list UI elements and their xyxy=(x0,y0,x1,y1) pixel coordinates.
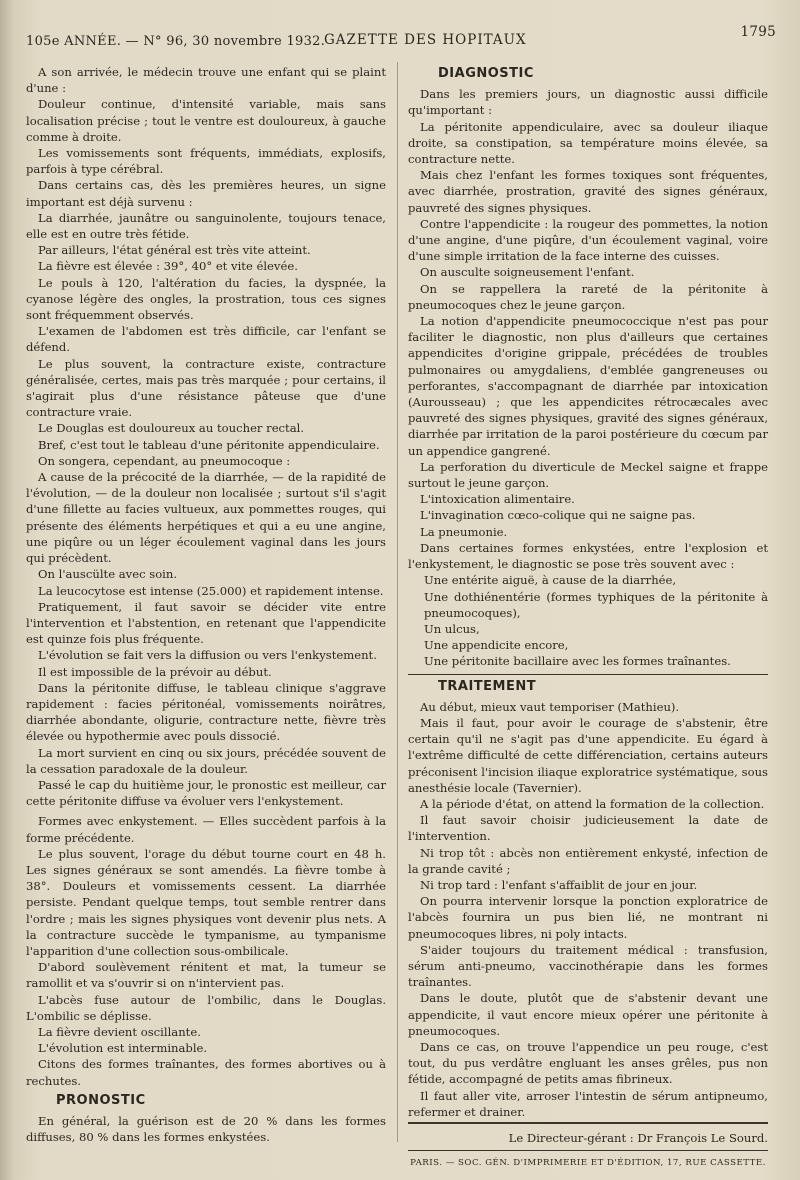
section-title-traitement: TRAITEMENT xyxy=(438,678,537,694)
paragraph: En général, la guérison est de 20 % dans les formes diffuses, 80 % dans les formes enkystées. xyxy=(26,1114,386,1145)
paragraph: Ni trop tôt : abcès non entièrement enkysté, infection de la grande cavité ; xyxy=(408,845,768,876)
paragraph: La péritonite appendiculaire, avec sa douleur iliaque droite, sa constipation, sa température moins élevée, sa contracture nette. xyxy=(408,119,768,167)
paragraph: Passé le cap du huitième jour, le pronostic est meilleur, car cette péritonite diffuse va évoluer vers l'enkystement. xyxy=(26,777,386,809)
paragraph: Bref, c'est tout le tableau d'une péritonite appendiculaire. xyxy=(38,437,380,452)
list-item: Un ulcus, xyxy=(424,621,480,636)
paragraph: S'aider toujours du traitement médical : transfusion, sérum anti-pneumo, vaccinothérapie dans les formes traînantes. xyxy=(408,942,768,990)
paragraph: Le pouls à 120, l'altération du facies, la dyspnée, la cyanose légère des ongles, la prostration, tous ces signes sont fréquemment observés. xyxy=(26,275,386,323)
paragraph: Dans les premiers jours, un diagnostic aussi difficile qu'important : xyxy=(408,87,768,118)
paragraph: Dans certaines formes enkystées, entre l'explosion et l'enkystement, le diagnostic se pose très souvent avec : xyxy=(408,540,768,572)
paragraph: Pratiquement, il faut savoir se décider vite entre l'intervention et l'abstention, en retenant que l'appendicite est quinze fois plus fréquente. xyxy=(26,599,386,647)
paragraph: On songera, cependant, au pneumocoque : xyxy=(38,453,291,468)
column-divider xyxy=(397,62,398,1142)
paragraph: Mais il faut, pour avoir le courage de s'abstenir, être certain qu'il ne s'agit pas d'une appendicite. Eu égard à l'extrême difficulté de cette différenciation, certains auteurs préconisent l'incision iliaque exploratrice systématique, sous anesthésie locale (Tavernier). xyxy=(408,715,768,795)
paragraph: La pneumonie. xyxy=(420,524,508,539)
paragraph: Par ailleurs, l'état général est très vite atteint. xyxy=(38,243,311,258)
paragraph: A cause de la précocité de la diarrhée, — de la rapidité de l'évolution, — de la douleur non localisée ; surtout s'il s'agit d'une fillette au facies vultueux, aux pommettes rouges, qui présente des éléments herpétiques et qui a eu une angine, une piqûre ou un léger écoulement vaginal dans les jours qui précèdent. xyxy=(26,470,386,566)
paragraph: L'examen de l'abdomen est très difficile, car l'enfant se défend. xyxy=(26,324,386,355)
signature-rule xyxy=(408,1122,768,1124)
paragraph: On pourra intervenir lorsque la ponction exploratrice de l'abcès fournira un pus bien lié, ne montrant ni pneumocoques libres, ni poly intacts. xyxy=(408,894,768,941)
list-item: Une dothiénentérie (formes typhiques de la péritonite à pneumocoques), xyxy=(424,589,768,620)
paragraph: On se rappellera la rareté de la péritonite à pneumocoques chez le jeune garçon. xyxy=(408,281,768,312)
paragraph: Le plus souvent, l'orage du début tourne court en 48 h. Les signes généraux se sont amendés. La fièvre tombe à 38°. Douleurs et vomissements cessent. La diarrhée persiste. Pendant quelque temps, tout semble rentrer dans l'ordre ; mais les signes physiques vont devenir plus nets. A la contracture succède le tympanisme, au tympanisme l'apparition d'une collection sous-ombilicale. xyxy=(26,846,386,958)
paragraph: La perforation du diverticule de Meckel saigne et frappe surtout le jeune garçon. xyxy=(408,459,768,491)
paragraph: A son arrivée, le médecin trouve une enfant qui se plaint d'une : xyxy=(26,65,386,96)
paragraph: D'abord soulèvement rénitent et mat, la tumeur se ramollit et va s'ouvrir si on n'intervient pas. xyxy=(26,960,386,991)
paragraph: Dans le doute, plutôt que de s'abstenir devant une appendicite, il vaut encore mieux opérer une péritonite à pneumocoques. xyxy=(408,991,768,1038)
imprint-rule xyxy=(408,1150,768,1151)
paragraph: Mais chez l'enfant les formes toxiques sont fréquentes, avec diarrhée, prostration, gravité des signes généraux, pauvreté des signes physiques. xyxy=(408,168,768,215)
paragraph: Contre l'appendicite : la rougeur des pommettes, la notion d'une angine, d'une piqûre, d'un écoulement vaginal, voire d'une simple irritation de la face interne des cuisses. xyxy=(408,216,768,264)
paragraph: L'intoxication alimentaire. xyxy=(420,492,575,507)
page-number: 1795 xyxy=(740,24,776,40)
paragraph: Il faut aller vite, arroser l'intestin de sérum antipneumo, refermer et drainer. xyxy=(408,1088,768,1119)
paragraph: La leucocytose est intense (25.000) et rapidement intense. xyxy=(38,583,384,598)
paragraph: Dans ce cas, on trouve l'appendice un peu rouge, c'est tout, du pus verdâtre engluant les anses grêles, pus non fétide, accompagné de petits amas fibrineux. xyxy=(408,1039,768,1087)
paragraph: L'invagination cœco-colique qui ne saigne pas. xyxy=(420,508,696,523)
paragraph: L'évolution est interminable. xyxy=(38,1041,208,1056)
left-column xyxy=(26,64,386,1145)
paragraph: On ausculte soigneusement l'enfant. xyxy=(420,265,635,280)
paragraph: La notion d'appendicite pneumococcique n'est pas pour faciliter le diagnostic, non plus d'ailleurs que certaines appendicites d'origine grippale, précédées de troubles pulmonaires ou amygdaliens, d'emblée gangreneuses ou perforantes, s'accompagnant de diarrhée par intoxication (Aurousseau) ; que les appendicites rétrocæcales avec pauvreté des signes physiques, gravité des signes généraux, diarrhée par irritation de la paroi postérieure du cœcum par un appendice gangrené. xyxy=(408,314,768,458)
paragraph: Formes avec enkystement. — Elles succèdent parfois à la forme précédente. xyxy=(26,814,386,845)
paragraph: La fièvre est élevée : 39°, 40° et vite élevée. xyxy=(38,259,298,274)
paragraph: Le Douglas est douloureux au toucher rectal. xyxy=(38,421,305,436)
list-item: Une péritonite bacillaire avec les formes traînantes. xyxy=(424,654,731,669)
paragraph: La diarrhée, jaunâtre ou sanguinolente, toujours tenace, elle est en outre très fétide. xyxy=(26,210,386,242)
section-title-pronostic: PRONOSTIC xyxy=(56,1092,146,1108)
right-column xyxy=(408,64,768,1171)
paragraph: Dans la péritonite diffuse, le tableau clinique s'aggrave rapidement : facies péritonéal, vomissements noirâtres, diarrhée abondante, oligurie, contracture nette, fièvre très élevée ou hypothermie avec pouls dissocié. xyxy=(26,680,386,744)
paragraph: Citons des formes traînantes, des formes abortives ou à rechutes. xyxy=(26,1057,386,1088)
paragraph: L'évolution se fait vers la diffusion ou vers l'enkystement. xyxy=(38,648,377,663)
paragraph: Le plus souvent, la contracture existe, contracture généralisée, certes, mais pas très marquée ; pour certains, il s'agirait plus d'une résistance pâteuse que d'une contracture vraie. xyxy=(26,356,386,420)
paragraph: Dans certains cas, dès les premières heures, un signe important est déjà survenu : xyxy=(26,178,386,209)
paragraph: On l'auscülte avec soin. xyxy=(38,567,178,582)
paragraph: Au début, mieux vaut temporiser (Mathieu). xyxy=(420,699,680,714)
printer-imprint: PARIS. — SOC. GÉN. D'IMPRIMERIE ET D'ÉDITION, 17, RUE CASSETTE. xyxy=(410,1158,766,1169)
paragraph: Les vomissements sont fréquents, immédiats, explosifs, parfois à type cérébral. xyxy=(26,146,386,177)
journal-title: GAZETTE DES HOPITAUX xyxy=(324,32,527,48)
issue-info: 105e ANNÉE. — N° 96, 30 novembre 1932. xyxy=(26,34,326,49)
paragraph: La mort survient en cinq ou six jours, précédée souvent de la cessation paradoxale de la douleur. xyxy=(26,745,386,776)
paragraph: L'abcès fuse autour de l'ombilic, dans le Douglas. L'ombilic se déplisse. xyxy=(26,992,386,1023)
section-rule xyxy=(408,674,768,675)
list-item: Une appendicite encore, xyxy=(424,638,569,653)
paragraph: A la période d'état, on attend la formation de la collection. xyxy=(420,796,765,811)
paragraph: La fièvre devient oscillante. xyxy=(38,1024,201,1039)
director-signature: Le Directeur-gérant : Dr François Le Sourd. xyxy=(508,1131,768,1145)
section-title-diagnostic: DIAGNOSTIC xyxy=(438,66,534,81)
page-header xyxy=(26,24,776,48)
list-item: Une entérite aiguë, à cause de la diarrhée, xyxy=(424,573,677,588)
paragraph: Ni trop tard : l'enfant s'affaiblit de jour en jour. xyxy=(420,877,698,892)
paragraph: Douleur continue, d'intensité variable, mais sans localisation précise ; tout le ventre est douloureux, à gauche comme à droite. xyxy=(26,97,386,144)
paragraph: Il faut savoir choisir judicieusement la date de l'intervention. xyxy=(408,813,768,844)
paragraph: Il est impossible de la prévoir au début. xyxy=(38,664,272,679)
